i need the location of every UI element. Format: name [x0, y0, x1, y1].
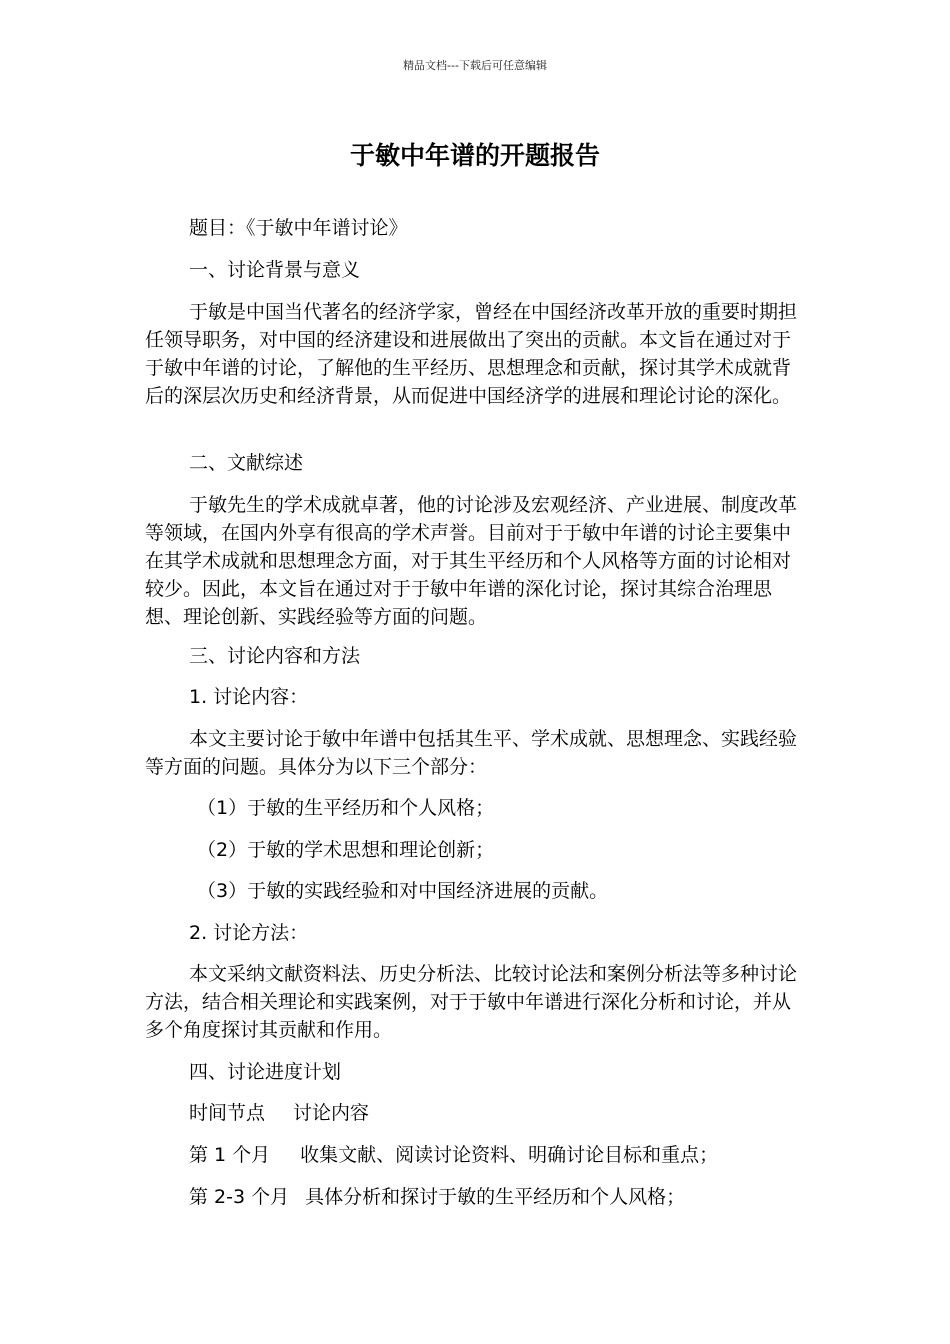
- section-2-paragraph: 于敏先生的学术成就卓著，他的讨论涉及宏观经济、产业进展、制度改革等领域，在国内外享有很高的学术声誉。目前对于于敏中年谱的讨论主要集中在其学术成就和思想理念方面，对于其生平经历和个人风格等方面的讨论相对较少。因此，本文旨在通过对于于敏中年谱的深化讨论，探讨其综合治理思想、理论创新、实践经验等方面的问题。: [145, 494, 798, 628]
- document-title: 于敏中年谱的开题报告: [349, 141, 600, 170]
- section-3-content-paragraph: 本文主要讨论于敏中年谱中包括其生平、学术成就、思想理念、实践经验等方面的问题。具体分为以下三个部分：: [145, 728, 798, 778]
- list-item: （1）于敏的生平经历和个人风格；: [197, 797, 495, 819]
- schedule-row: [145, 1183, 849, 1211]
- list-item: （3）于敏的实践经验和对中国经济进展的贡献。: [197, 880, 609, 902]
- section-1-heading: 一、讨论背景与意义: [189, 259, 361, 281]
- schedule-header-content: 讨论内容: [293, 1102, 370, 1124]
- header-note: 精品文档---下载后可任意编辑: [403, 59, 547, 72]
- section-3-subheading-content: 1. 讨论内容：: [189, 686, 309, 708]
- schedule-content: 收集文献、阅读讨论资料、明确讨论目标和重点；: [300, 1144, 719, 1166]
- section-3-heading: 三、讨论内容和方法: [189, 645, 361, 667]
- section-1-paragraph: 于敏是中国当代著名的经济学家，曾经在中国经济改革开放的重要时期担任领导职务，对中国的经济建设和进展做出了突出的贡献。本文旨在通过对于于敏中年谱的讨论，了解他的生平经历、思想理念和贡献，探讨其学术成就背后的深层次历史和经济背景，从而促进中国经济学的进展和理论讨论的深化。: [145, 301, 798, 407]
- schedule-content: 具体分析和探讨于敏的生平经历和个人风格；: [305, 1186, 686, 1208]
- schedule-header-time: 时间节点: [189, 1102, 266, 1124]
- topic-line: 题目：《于敏中年谱讨论》: [189, 217, 408, 239]
- section-2-heading: 二、文献综述: [189, 452, 304, 474]
- section-4-heading: 四、讨论进度计划: [189, 1061, 342, 1083]
- schedule-row: [145, 1141, 849, 1169]
- list-item: （2）于敏的学术思想和理论创新；: [197, 839, 495, 861]
- section-3-subheading-method: 2. 讨论方法：: [189, 922, 309, 944]
- schedule-time: 第 2-3 个月: [189, 1186, 290, 1208]
- schedule-time: 第 1 个月: [189, 1144, 271, 1166]
- section-3-method-paragraph: 本文采纳文献资料法、历史分析法、比较讨论法和案例分析法等多种讨论方法，结合相关理论和实践案例，对于于敏中年谱进行深化分析和讨论，并从多个角度探讨其贡献和作用。: [145, 963, 798, 1041]
- schedule-header-row: [145, 1099, 849, 1127]
